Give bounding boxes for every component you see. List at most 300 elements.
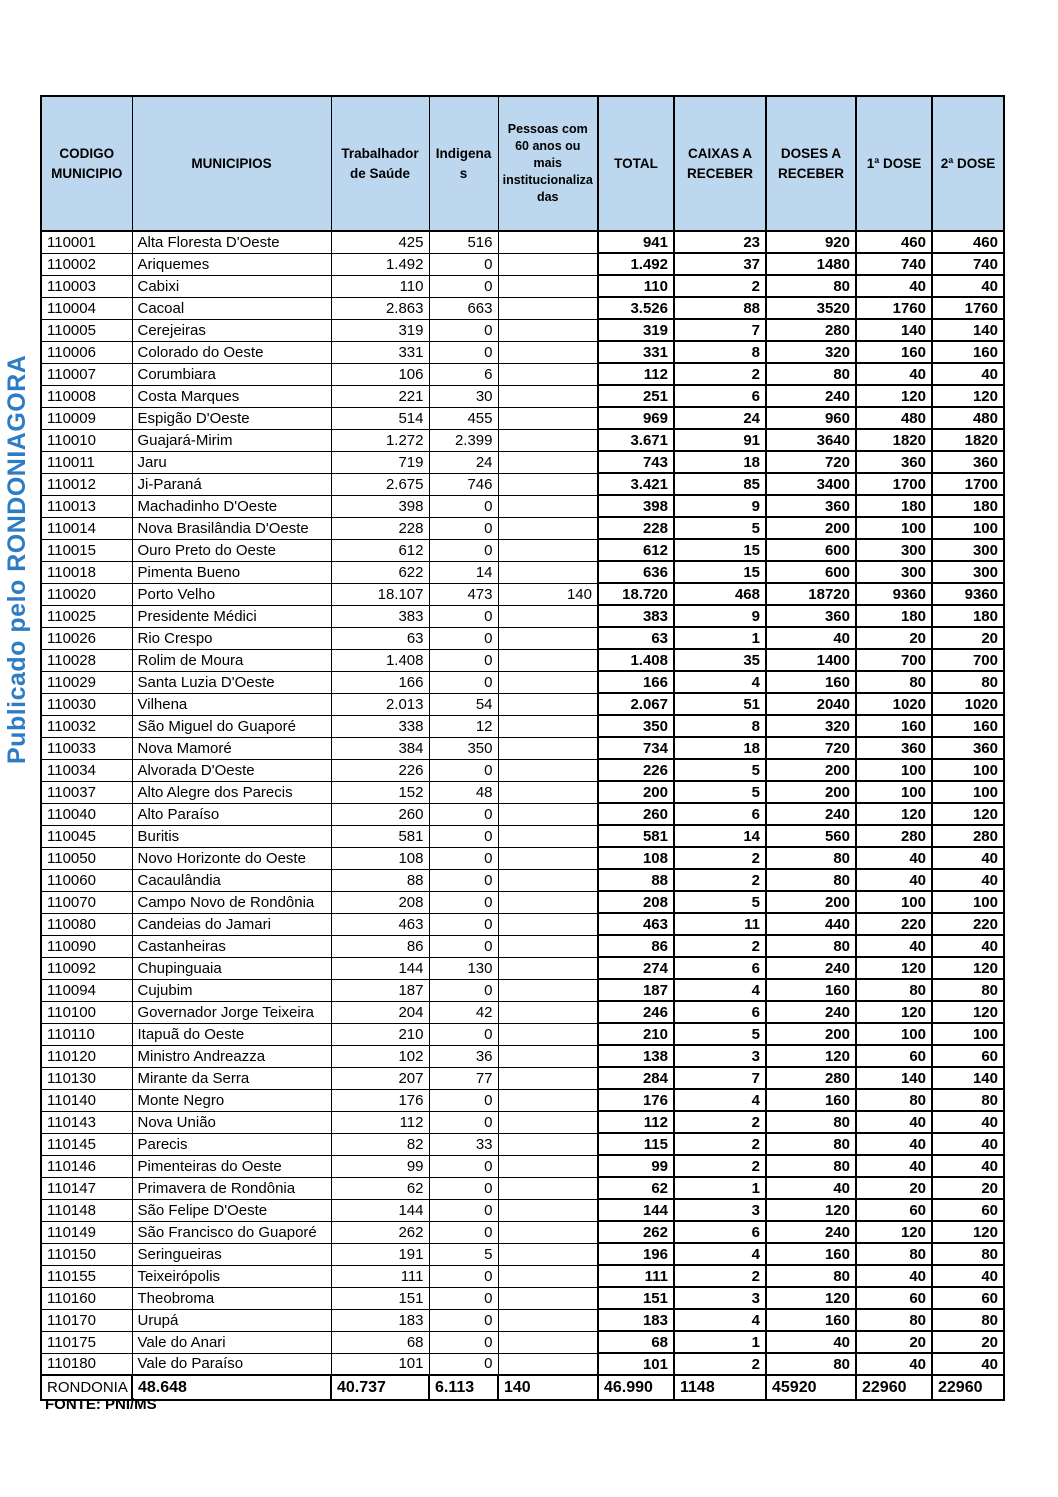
cell-dose-1: 180 [856,605,932,627]
table-row [41,275,1004,297]
cell-indigenas: 0 [429,1309,498,1331]
cell-dose-1: 1020 [856,693,932,715]
cell-pessoas-60-institucionalizadas [498,473,598,495]
cell-doses-a-receber: 280 [766,319,856,341]
table-row [41,231,1004,253]
table-row [41,385,1004,407]
cell-doses-a-receber: 320 [766,715,856,737]
cell-doses-a-receber: 280 [766,1067,856,1089]
cell-municipios: Nova Mamoré [132,737,331,759]
cell-pessoas-60-institucionalizadas [498,1177,598,1199]
total-label: RONDONIA [41,1375,132,1400]
cell-indigenas: 48 [429,781,498,803]
cell-pessoas-60-institucionalizadas [498,363,598,385]
cell-pessoas-60-institucionalizadas [498,297,598,319]
cell-pessoas-60-institucionalizadas [498,605,598,627]
table-row [41,715,1004,737]
column-header-total: TOTAL [598,96,674,231]
cell-dose-2: 360 [932,451,1004,473]
cell-dose-1: 1760 [856,297,932,319]
table-row [41,605,1004,627]
table-row [41,869,1004,891]
cell-caixas-a-receber: 1 [674,1331,766,1353]
cell-dose-2: 20 [932,1331,1004,1353]
cell-trabalhador-saude: 191 [331,1243,429,1265]
cell-codigo-municipio: 110003 [41,275,132,297]
cell-doses-a-receber: 560 [766,825,856,847]
cell-doses-a-receber: 240 [766,1001,856,1023]
cell-doses-a-receber: 80 [766,1155,856,1177]
cell-municipios: Itapuã do Oeste [132,1023,331,1045]
cell-dose-2: 40 [932,1265,1004,1287]
cell-indigenas: 0 [429,1287,498,1309]
cell-trabalhador-saude: 62 [331,1177,429,1199]
cell-dose-2: 160 [932,715,1004,737]
cell-total: 108 [598,847,674,869]
cell-pessoas-60-institucionalizadas [498,1331,598,1353]
table-row [41,363,1004,385]
cell-indigenas: 12 [429,715,498,737]
cell-dose-1: 120 [856,957,932,979]
cell-total: 210 [598,1023,674,1045]
cell-municipios: Jaru [132,451,331,473]
column-header-codigo-municipio: CODIGO MUNICIPIO [41,96,132,231]
cell-trabalhador-saude: 108 [331,847,429,869]
cell-dose-1: 80 [856,1243,932,1265]
table-row [41,1045,1004,1067]
cell-doses-a-receber: 3640 [766,429,856,451]
cell-indigenas: 24 [429,451,498,473]
cell-doses-a-receber: 360 [766,495,856,517]
cell-caixas-a-receber: 6 [674,385,766,407]
cell-total: 969 [598,407,674,429]
cell-municipios: São Miguel do Guaporé [132,715,331,737]
cell-municipios: Alvorada D'Oeste [132,759,331,781]
source-note: FONTE: PNI/MS [45,1396,157,1413]
table-row [41,649,1004,671]
cell-caixas-a-receber: 5 [674,891,766,913]
cell-caixas-a-receber: 5 [674,1023,766,1045]
cell-dose-2: 180 [932,495,1004,517]
cell-caixas-a-receber: 91 [674,429,766,451]
cell-caixas-a-receber: 4 [674,1089,766,1111]
table-row [41,319,1004,341]
cell-caixas-a-receber: 4 [674,671,766,693]
cell-doses-a-receber: 200 [766,1023,856,1045]
cell-dose-2: 80 [932,671,1004,693]
cell-total: 734 [598,737,674,759]
cell-municipios: Pimenteiras do Oeste [132,1155,331,1177]
cell-dose-2: 180 [932,605,1004,627]
cell-trabalhador-saude: 398 [331,495,429,517]
cell-doses-a-receber: 360 [766,605,856,627]
cell-dose-2: 60 [932,1287,1004,1309]
cell-doses-a-receber: 40 [766,1177,856,1199]
cell-codigo-municipio: 110001 [41,231,132,253]
total-cell-pessoas-60-institucionalizadas: 140 [498,1375,598,1400]
cell-total: 101 [598,1353,674,1375]
cell-pessoas-60-institucionalizadas [498,979,598,1001]
cell-caixas-a-receber: 8 [674,715,766,737]
cell-codigo-municipio: 110009 [41,407,132,429]
cell-doses-a-receber: 240 [766,957,856,979]
cell-caixas-a-receber: 4 [674,979,766,1001]
cell-codigo-municipio: 110029 [41,671,132,693]
column-header-doses-a-receber: DOSES A RECEBER [766,96,856,231]
cell-dose-1: 100 [856,759,932,781]
cell-indigenas: 77 [429,1067,498,1089]
cell-codigo-municipio: 110140 [41,1089,132,1111]
cell-total: 138 [598,1045,674,1067]
cell-pessoas-60-institucionalizadas [498,1309,598,1331]
cell-municipios: Alto Alegre dos Parecis [132,781,331,803]
cell-total: 112 [598,363,674,385]
cell-pessoas-60-institucionalizadas [498,935,598,957]
cell-dose-1: 1700 [856,473,932,495]
cell-codigo-municipio: 110005 [41,319,132,341]
cell-municipios: Alta Floresta D'Oeste [132,231,331,253]
cell-municipios: Cacoal [132,297,331,319]
cell-codigo-municipio: 110148 [41,1199,132,1221]
cell-pessoas-60-institucionalizadas [498,1353,598,1375]
cell-codigo-municipio: 110150 [41,1243,132,1265]
cell-municipios: Guajará-Mirim [132,429,331,451]
cell-caixas-a-receber: 2 [674,1265,766,1287]
cell-codigo-municipio: 110007 [41,363,132,385]
cell-pessoas-60-institucionalizadas [498,1265,598,1287]
cell-total: 284 [598,1067,674,1089]
cell-dose-2: 80 [932,1309,1004,1331]
cell-dose-1: 100 [856,891,932,913]
cell-total: 228 [598,517,674,539]
cell-doses-a-receber: 80 [766,1353,856,1375]
cell-total: 1.408 [598,649,674,671]
cell-municipios: Rolim de Moura [132,649,331,671]
cell-doses-a-receber: 600 [766,561,856,583]
cell-pessoas-60-institucionalizadas [498,319,598,341]
cell-municipios: Vale do Paraíso [132,1353,331,1375]
cell-total: 144 [598,1199,674,1221]
cell-pessoas-60-institucionalizadas [498,1045,598,1067]
cell-indigenas: 0 [429,979,498,1001]
cell-dose-1: 280 [856,825,932,847]
cell-dose-1: 80 [856,979,932,1001]
cell-dose-2: 20 [932,627,1004,649]
cell-indigenas: 0 [429,627,498,649]
cell-dose-2: 120 [932,385,1004,407]
cell-caixas-a-receber: 23 [674,231,766,253]
cell-codigo-municipio: 110015 [41,539,132,561]
cell-indigenas: 6 [429,363,498,385]
cell-dose-1: 40 [856,1111,932,1133]
total-cell-trabalhador-saude: 40.737 [331,1375,429,1400]
cell-doses-a-receber: 200 [766,759,856,781]
cell-trabalhador-saude: 262 [331,1221,429,1243]
cell-codigo-municipio: 110143 [41,1111,132,1133]
cell-doses-a-receber: 920 [766,231,856,253]
cell-codigo-municipio: 110155 [41,1265,132,1287]
table-row [41,561,1004,583]
table-row [41,253,1004,275]
cell-total: 226 [598,759,674,781]
cell-indigenas: 0 [429,517,498,539]
cell-trabalhador-saude: 208 [331,891,429,913]
cell-trabalhador-saude: 112 [331,1111,429,1133]
cell-municipios: Mirante da Serra [132,1067,331,1089]
column-header-dose-2: 2ª DOSE [932,96,1004,231]
cell-dose-2: 40 [932,935,1004,957]
cell-dose-1: 180 [856,495,932,517]
cell-codigo-municipio: 110045 [41,825,132,847]
cell-trabalhador-saude: 425 [331,231,429,253]
cell-dose-2: 1020 [932,693,1004,715]
cell-pessoas-60-institucionalizadas [498,561,598,583]
cell-codigo-municipio: 110170 [41,1309,132,1331]
cell-municipios: Ji-Paraná [132,473,331,495]
cell-dose-1: 40 [856,1155,932,1177]
cell-indigenas: 0 [429,803,498,825]
cell-indigenas: 0 [429,847,498,869]
cell-pessoas-60-institucionalizadas [498,429,598,451]
cell-trabalhador-saude: 319 [331,319,429,341]
cell-dose-2: 40 [932,275,1004,297]
cell-caixas-a-receber: 468 [674,583,766,605]
cell-indigenas: 746 [429,473,498,495]
cell-municipios: Cacaulândia [132,869,331,891]
cell-caixas-a-receber: 6 [674,1001,766,1023]
cell-municipios: Ministro Andreazza [132,1045,331,1067]
cell-municipios: Santa Luzia D'Oeste [132,671,331,693]
cell-trabalhador-saude: 221 [331,385,429,407]
cell-dose-2: 480 [932,407,1004,429]
cell-doses-a-receber: 80 [766,869,856,891]
cell-codigo-municipio: 110175 [41,1331,132,1353]
cell-codigo-municipio: 110037 [41,781,132,803]
table-row [41,1221,1004,1243]
cell-indigenas: 0 [429,913,498,935]
cell-codigo-municipio: 110012 [41,473,132,495]
cell-dose-2: 40 [932,1155,1004,1177]
table-row [41,759,1004,781]
cell-dose-2: 80 [932,979,1004,1001]
cell-municipios: Governador Jorge Teixeira [132,1001,331,1023]
watermark-publisher: Publicado pelo RONDONIAGORA [3,354,31,764]
cell-caixas-a-receber: 2 [674,869,766,891]
total-row [41,1375,1004,1400]
cell-indigenas: 473 [429,583,498,605]
cell-pessoas-60-institucionalizadas [498,253,598,275]
cell-doses-a-receber: 80 [766,1265,856,1287]
cell-codigo-municipio: 110011 [41,451,132,473]
column-header-caixas-a-receber: CAIXAS A RECEBER [674,96,766,231]
cell-municipios: Espigão D'Oeste [132,407,331,429]
cell-codigo-municipio: 110050 [41,847,132,869]
cell-codigo-municipio: 110120 [41,1045,132,1067]
cell-caixas-a-receber: 2 [674,1155,766,1177]
cell-dose-1: 160 [856,715,932,737]
cell-caixas-a-receber: 3 [674,1199,766,1221]
cell-dose-2: 460 [932,231,1004,253]
cell-dose-1: 40 [856,275,932,297]
cell-caixas-a-receber: 6 [674,957,766,979]
cell-municipios: Colorado do Oeste [132,341,331,363]
table-row [41,1199,1004,1221]
doses-table [40,95,1005,1401]
cell-doses-a-receber: 1480 [766,253,856,275]
cell-trabalhador-saude: 176 [331,1089,429,1111]
cell-total: 274 [598,957,674,979]
cell-total: 111 [598,1265,674,1287]
cell-municipios: Theobroma [132,1287,331,1309]
cell-municipios: Nova Brasilândia D'Oeste [132,517,331,539]
cell-municipios: Chupinguaia [132,957,331,979]
cell-municipios: Cerejeiras [132,319,331,341]
cell-total: 383 [598,605,674,627]
cell-indigenas: 0 [429,1177,498,1199]
cell-indigenas: 0 [429,605,498,627]
cell-dose-1: 40 [856,847,932,869]
cell-pessoas-60-institucionalizadas [498,693,598,715]
cell-dose-2: 1820 [932,429,1004,451]
table-row [41,891,1004,913]
table-row [41,341,1004,363]
cell-total: 319 [598,319,674,341]
cell-doses-a-receber: 80 [766,1133,856,1155]
cell-pessoas-60-institucionalizadas [498,1243,598,1265]
cell-caixas-a-receber: 2 [674,847,766,869]
cell-total: 62 [598,1177,674,1199]
cell-dose-1: 460 [856,231,932,253]
cell-dose-1: 140 [856,1067,932,1089]
cell-codigo-municipio: 110094 [41,979,132,1001]
cell-dose-1: 40 [856,1133,932,1155]
cell-trabalhador-saude: 1.272 [331,429,429,451]
table-row [41,451,1004,473]
table-row [41,1243,1004,1265]
cell-municipios: Presidente Médici [132,605,331,627]
cell-caixas-a-receber: 51 [674,693,766,715]
table-row [41,803,1004,825]
cell-trabalhador-saude: 612 [331,539,429,561]
cell-trabalhador-saude: 331 [331,341,429,363]
cell-dose-1: 20 [856,627,932,649]
cell-trabalhador-saude: 101 [331,1353,429,1375]
cell-dose-2: 120 [932,1221,1004,1243]
cell-doses-a-receber: 240 [766,385,856,407]
cell-pessoas-60-institucionalizadas [498,1067,598,1089]
column-header-municipios: MUNICIPIOS [132,96,331,231]
cell-caixas-a-receber: 37 [674,253,766,275]
cell-codigo-municipio: 110130 [41,1067,132,1089]
table-row [41,1133,1004,1155]
cell-trabalhador-saude: 383 [331,605,429,627]
cell-municipios: Ariquemes [132,253,331,275]
cell-indigenas: 0 [429,1111,498,1133]
cell-dose-1: 20 [856,1177,932,1199]
cell-trabalhador-saude: 144 [331,1199,429,1221]
cell-municipios: Rio Crespo [132,627,331,649]
cell-dose-2: 100 [932,759,1004,781]
cell-pessoas-60-institucionalizadas [498,715,598,737]
cell-indigenas: 455 [429,407,498,429]
cell-caixas-a-receber: 1 [674,627,766,649]
table-row [41,935,1004,957]
cell-codigo-municipio: 110004 [41,297,132,319]
cell-codigo-municipio: 110032 [41,715,132,737]
cell-dose-1: 40 [856,363,932,385]
cell-total: 115 [598,1133,674,1155]
total-cell-municipios: 48.648 [132,1375,331,1400]
cell-dose-1: 360 [856,737,932,759]
cell-trabalhador-saude: 99 [331,1155,429,1177]
cell-indigenas: 0 [429,1155,498,1177]
cell-total: 463 [598,913,674,935]
cell-codigo-municipio: 110090 [41,935,132,957]
cell-caixas-a-receber: 2 [674,1133,766,1155]
cell-doses-a-receber: 1400 [766,649,856,671]
cell-dose-1: 60 [856,1045,932,1067]
cell-trabalhador-saude: 581 [331,825,429,847]
cell-codigo-municipio: 110026 [41,627,132,649]
table-row [41,1089,1004,1111]
cell-codigo-municipio: 110034 [41,759,132,781]
cell-municipios: Nova União [132,1111,331,1133]
cell-indigenas: 54 [429,693,498,715]
cell-indigenas: 516 [429,231,498,253]
cell-trabalhador-saude: 187 [331,979,429,1001]
table-row [41,627,1004,649]
cell-municipios: Alto Paraíso [132,803,331,825]
cell-doses-a-receber: 40 [766,627,856,649]
cell-caixas-a-receber: 24 [674,407,766,429]
cell-dose-1: 100 [856,517,932,539]
total-cell-total: 46.990 [598,1375,674,1400]
cell-municipios: Parecis [132,1133,331,1155]
cell-trabalhador-saude: 226 [331,759,429,781]
cell-dose-2: 220 [932,913,1004,935]
cell-doses-a-receber: 440 [766,913,856,935]
cell-indigenas: 0 [429,1089,498,1111]
cell-doses-a-receber: 240 [766,803,856,825]
cell-indigenas: 0 [429,935,498,957]
cell-codigo-municipio: 110008 [41,385,132,407]
cell-doses-a-receber: 200 [766,891,856,913]
cell-indigenas: 0 [429,1023,498,1045]
cell-municipios: Campo Novo de Rondônia [132,891,331,913]
cell-dose-2: 120 [932,803,1004,825]
table-row [41,957,1004,979]
cell-codigo-municipio: 110010 [41,429,132,451]
cell-caixas-a-receber: 11 [674,913,766,935]
cell-total: 208 [598,891,674,913]
cell-dose-2: 1700 [932,473,1004,495]
cell-total: 941 [598,231,674,253]
cell-caixas-a-receber: 88 [674,297,766,319]
cell-municipios: Teixeirópolis [132,1265,331,1287]
cell-dose-2: 120 [932,957,1004,979]
cell-total: 612 [598,539,674,561]
cell-caixas-a-receber: 35 [674,649,766,671]
cell-indigenas: 36 [429,1045,498,1067]
cell-doses-a-receber: 160 [766,1243,856,1265]
cell-municipios: Urupá [132,1309,331,1331]
cell-municipios: Pimenta Bueno [132,561,331,583]
cell-total: 246 [598,1001,674,1023]
cell-trabalhador-saude: 166 [331,671,429,693]
cell-codigo-municipio: 110020 [41,583,132,605]
cell-dose-2: 40 [932,847,1004,869]
cell-indigenas: 130 [429,957,498,979]
